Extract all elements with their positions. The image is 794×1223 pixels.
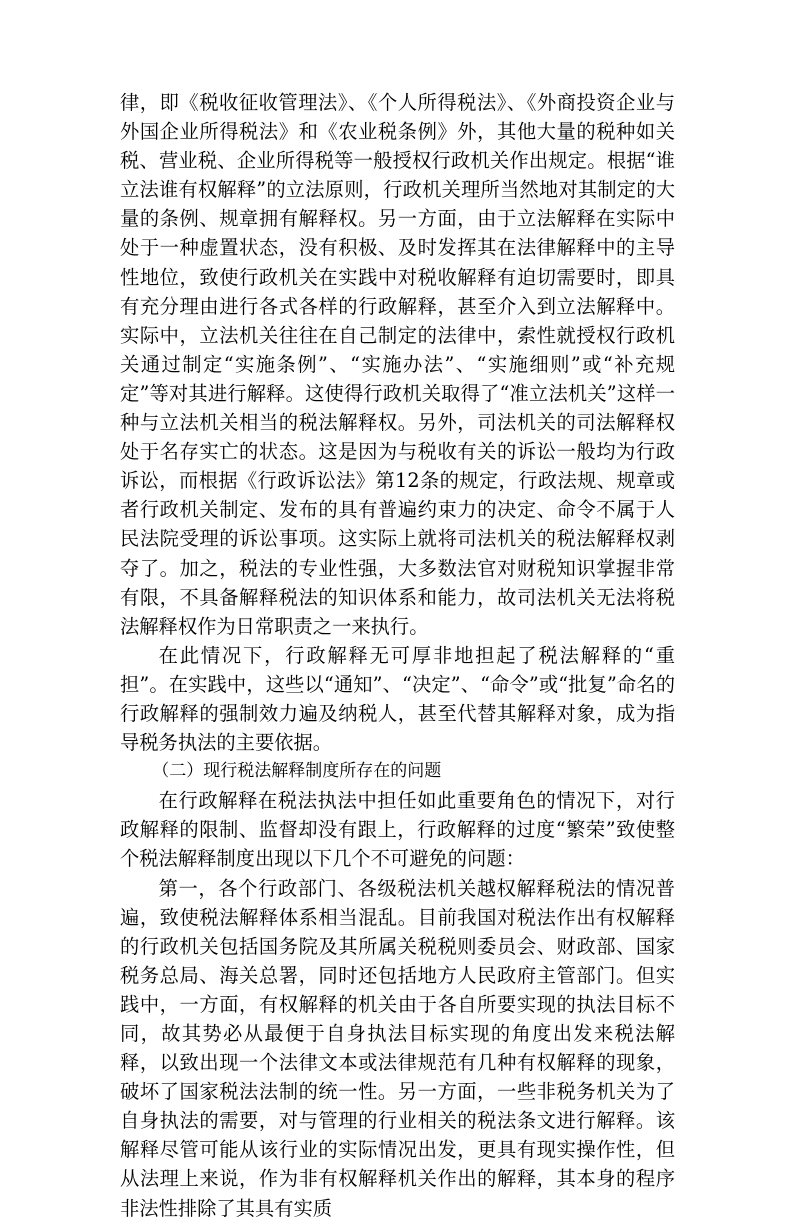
paragraph-administrative-interpretation: 在此情况下，行政解释无可厚非地担起了税法解释的“重担”。在实践中，这些以“通知”、“决定”、“命令”或“批复”命名的行政解释的强制效力遍及纳税人，甚至代替其解释对象，成为指导税务执法的主要依据。 xyxy=(120,643,675,755)
paragraph-intro-problems: 在行政解释在税法执法中担任如此重要角色的情况下，对行政解释的限制、监督却没有跟上，行政解释的过度“繁荣”致使整个税法解释制度出现以下几个不可避免的问题： xyxy=(120,789,675,871)
paragraph-problem-first: 第一，各个行政部门、各级税法机关越权解释税法的情况普遍，致使税法解释体系相当混乱。目前我国对税法作出有权解释的行政机关包括国务院及其所属关税税则委员会、财政部、国家税务总局、海关总署，同时还包括地方人民政府主管部门。但实践中，一方面，有权解释的机关由于各自所要实现的执法目标不同，故其势必从最便于自身执法目标实现的角度出发来税法解释，以致出现一个法律文本或法律规范有几种有权解释的现象，破坏了国家税法法制的统一性。另一方面，一些非税务机关为了自身执法的需要，对与管理的行业相关的税法条文进行解释。该解释尽管可能从该行业的实际情况出发，更具有现实操作性，但从法理上来说，作为非有权解释机关作出的解释，其本身的程序非法性排除了其具有实质 xyxy=(120,876,675,1220)
paragraph-continuation: 律，即《税收征收管理法》、《个人所得税法》、《外商投资企业与外国企业所得税法》和《农业税条例》外，其他大量的税种如关税、营业税、企业所得税等一般授权行政机关作出规定。根据“谁立法谁有权解释”的立法原则，行政机关理所当然地对其制定的大量的条例、规章拥有解释权。另一方面，由于立法解释在实际中处于一种虚置状态，没有积极、及时发挥其在法律解释中的主导性地位，致使行政机关在实践中对税收解释有迫切需要时，即具有充分理由进行各式各样的行政解释，甚至介入到立法解释中。实际中，立法机关往往在自己制定的法律中，索性就授权行政机关通过制定“实施条例”、“实施办法”、“实施细则”或“补充规定”等对其进行解释。这使得行政机关取得了“准立法机关”这样一种与立法机关相当的税法解释权。另外，司法机关的司法解释权处于名存实亡的状态。这是因为与税收有关的诉讼一般均为行政诉讼，而根据《行政诉讼法》第12条的规定，行政法规、规章或者行政机关制定、发布的具有普遍约束力的决定、命令不属于人民法院受理的诉讼事项。这实际上就将司法机关的税法解释权剥夺了。加之，税法的专业性强，大多数法官对财税知识掌握非常有限，不具备解释税法的知识体系和能力，故司法机关无法将税法解释权作为日常职责之一来执行。 xyxy=(120,91,675,638)
document-body xyxy=(120,88,675,1223)
section-heading: （二）现行税法解释制度所存在的问题 xyxy=(152,761,442,782)
